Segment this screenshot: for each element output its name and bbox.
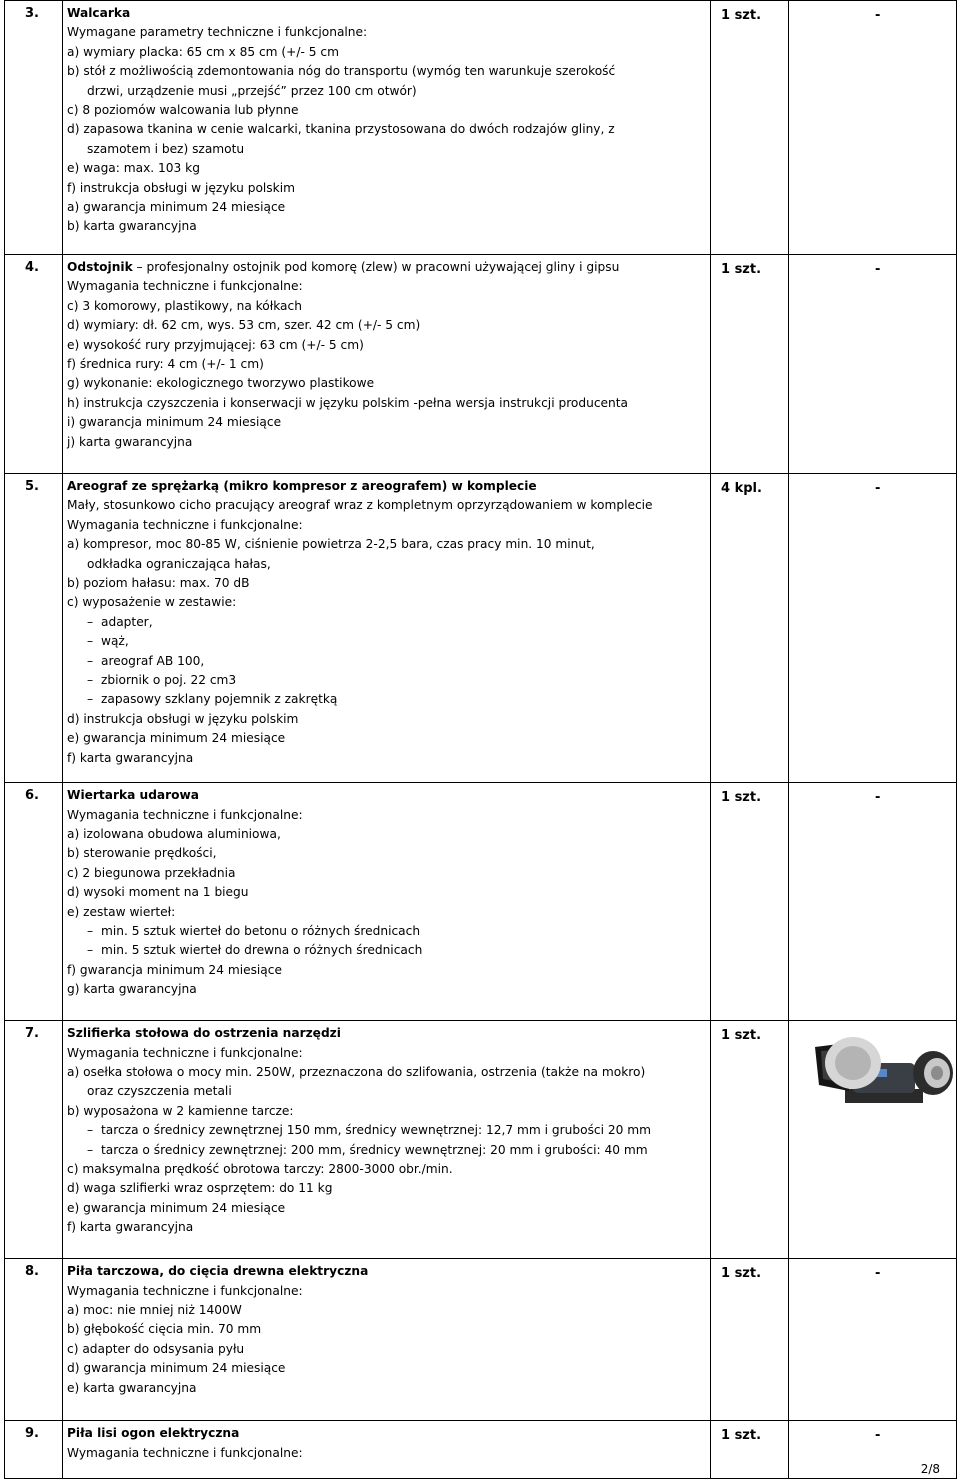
list-item-text: min. 5 sztuk wierteł do betonu o różnych średnicach (101, 923, 421, 938)
spec-line: a) wymiary placka: 65 cm x 85 cm (+/- 5 cm (67, 44, 339, 59)
item-row (5, 1421, 957, 1479)
item-number: 6. (5, 783, 63, 1021)
list-item-text: tarcza o średnicy zewnętrznej: 200 mm, średnicy wewnętrznej: 20 mm i grubości: 40 mm (101, 1142, 648, 1157)
list-item-text: zbiornik o poj. 22 cm3 (101, 673, 237, 688)
spec-line: f) średnica rury: 4 cm (+/- 1 cm) (67, 357, 264, 372)
spec-line: d) zapasowa tkanina w cenie walcarki, tkanina przystosowana do dwóch rodzajów gliny, z (67, 122, 615, 137)
item-description (63, 474, 711, 783)
item-title: Walcarka (67, 6, 131, 20)
spec-line: Wymagania techniczne i funkcjonalne: (67, 517, 303, 532)
item-row (5, 255, 957, 474)
spec-line: c) 2 biegunowa przekładnia (67, 865, 236, 880)
item-description (63, 1, 711, 255)
list-item (67, 632, 704, 651)
item-number: 4. (5, 255, 63, 474)
spec-line: a) kompresor, moc 80-85 W, ciśnienie powietrza 2-2,5 bara, czas pracy min. 10 minut, (67, 537, 595, 552)
spec-line: e) waga: max. 103 kg (67, 161, 200, 176)
list-item-text: min. 5 sztuk wierteł do drewna o różnych średnicach (101, 943, 423, 958)
item-image-cell (789, 1, 957, 255)
dash-bullet-icon: – (87, 1142, 94, 1157)
list-item-text: adapter, (101, 614, 153, 629)
spec-line: Wymagane parametry techniczne i funkcjonalne: (67, 25, 368, 40)
item-number: 9. (5, 1421, 63, 1479)
spec-line: Wymagania techniczne i funkcjonalne: (67, 279, 303, 294)
item-number: 7. (5, 1021, 63, 1259)
spec-line: e) wysokość rury przyjmującej: 63 cm (+/- 5 cm) (67, 337, 364, 352)
spec-line: a) gwarancja minimum 24 miesiące (67, 200, 286, 215)
spec-line: a) izolowana obudowa aluminiowa, (67, 826, 281, 841)
item-row (5, 1, 957, 255)
item-image-cell (789, 1259, 957, 1421)
dash-bullet-icon: – (87, 614, 94, 629)
dash-bullet-icon: – (87, 653, 94, 668)
list-item (67, 922, 704, 941)
bench-grinder-icon (809, 1033, 959, 1108)
list-item-text: tarcza o średnicy zewnętrznej 150 mm, średnicy wewnętrznej: 12,7 mm i grubości 20 mm (101, 1123, 652, 1138)
no-image-mark: - (875, 262, 881, 277)
item-description (63, 1021, 711, 1259)
list-item (67, 671, 704, 690)
spec-line: b) sterowanie prędkości, (67, 846, 217, 861)
spec-line: b) poziom hałasu: max. 70 dB (67, 576, 250, 591)
spec-line: d) wysoki moment na 1 biegu (67, 885, 249, 900)
item-image-cell (789, 474, 957, 783)
item-image-cell (789, 1021, 957, 1259)
item-heading (67, 1024, 704, 1043)
spec-line: f) karta gwarancyjna (67, 750, 194, 765)
spec-line: a) osełka stołowa o mocy min. 250W, przeznaczona do szlifowania, ostrzenia (także na mokro) (67, 1064, 646, 1079)
item-title: Odstojnik (67, 260, 133, 274)
spec-line: Wymagania techniczne i funkcjonalne: (67, 1445, 303, 1460)
list-item (67, 652, 704, 671)
list-item (67, 1121, 704, 1140)
item-image-cell (789, 783, 957, 1021)
no-image-mark: - (875, 790, 881, 806)
spec-line: b) stół z możliwością zdemontowania nóg do transportu (wymóg ten warunkuje szerokość (67, 64, 616, 79)
spec-line: i) gwarancja minimum 24 miesiące (67, 415, 282, 430)
item-title: Areograf ze sprężarką (mikro kompresor z areografem) w komplecie (67, 479, 537, 493)
spec-line: Wymagania techniczne i funkcjonalne: (67, 1045, 303, 1060)
list-item (67, 613, 704, 632)
item-quantity: 1 szt. (711, 1421, 789, 1479)
item-heading (67, 1424, 704, 1443)
item-title: Szlifierka stołowa do ostrzenia narzędzi (67, 1026, 341, 1041)
spec-line: h) instrukcja czyszczenia i konserwacji w języku polskim -pełna wersja instrukcji producenta (67, 395, 629, 410)
spec-line: b) karta gwarancyjna (67, 219, 197, 234)
no-image-mark: - (875, 8, 881, 23)
list-item (67, 941, 704, 960)
spec-line: c) wyposażenie w zestawie: (67, 595, 237, 610)
item-number: 5. (5, 474, 63, 783)
item-description (63, 783, 711, 1021)
spec-line: d) instrukcja obsługi w języku polskim (67, 711, 299, 726)
dash-bullet-icon: – (87, 943, 94, 958)
no-image-mark: - (875, 481, 881, 496)
item-title: Piła tarczowa, do cięcia drewna elektryczna (67, 1264, 369, 1279)
spec-line: f) gwarancja minimum 24 miesiące (67, 962, 282, 977)
list-item (67, 1141, 704, 1160)
spec-line: b) wyposażona w 2 kamienne tarcze: (67, 1103, 294, 1118)
item-quantity: 4 kpl. (711, 474, 789, 783)
spec-line: c) adapter do odsysania pyłu (67, 1341, 245, 1356)
list-item-text: areograf AB 100, (101, 653, 205, 668)
spec-line: c) maksymalna prędkość obrotowa tarczy: 2800-3000 obr./min. (67, 1161, 453, 1176)
spec-line: e) zestaw wierteł: (67, 904, 176, 919)
spec-line: f) karta gwarancyjna (67, 1220, 194, 1235)
spec-line: c) 8 poziomów walcowania lub płynne (67, 103, 299, 118)
item-row (5, 1259, 957, 1421)
spec-line: j) karta gwarancyjna (67, 434, 193, 449)
item-heading (67, 1262, 704, 1281)
item-description (63, 1421, 711, 1479)
dash-bullet-icon: – (87, 923, 94, 938)
spec-line: d) gwarancja minimum 24 miesiące (67, 1361, 286, 1376)
item-heading (67, 4, 704, 23)
spec-line: g) karta gwarancyjna (67, 982, 197, 997)
item-quantity: 1 szt. (711, 1259, 789, 1421)
dash-bullet-icon: – (87, 673, 94, 688)
spec-line: c) 3 komorowy, plastikowy, na kółkach (67, 298, 302, 313)
spec-line: b) głębokość cięcia min. 70 mm (67, 1322, 262, 1337)
item-row (5, 1021, 957, 1259)
item-title: Wiertarka udarowa (67, 788, 200, 803)
list-item (67, 690, 704, 709)
spec-line: d) wymiary: dł. 62 cm, wys. 53 cm, szer. 42 cm (+/- 5 cm) (67, 318, 421, 333)
page-number: 2/8 (920, 1461, 940, 1476)
spec-line: e) gwarancja minimum 24 miesiące (67, 1200, 286, 1215)
no-image-mark: - (875, 1428, 881, 1444)
item-heading (67, 258, 704, 277)
spec-line: Wymagania techniczne i funkcjonalne: (67, 1283, 303, 1298)
no-image-mark: - (875, 1266, 881, 1282)
list-item-text: zapasowy szklany pojemnik z zakrętką (101, 692, 338, 707)
item-image-cell (789, 255, 957, 474)
item-quantity: 1 szt. (711, 1021, 789, 1259)
item-number: 8. (5, 1259, 63, 1421)
item-heading (67, 477, 704, 496)
item-row (5, 474, 957, 783)
spec-line: d) waga szlifierki wraz osprzętem: do 11 kg (67, 1181, 333, 1196)
item-quantity: 1 szt. (711, 255, 789, 474)
item-title-rest: – profesjonalny ostojnik pod komorę (zlew) w pracowni używającej gliny i gipsu (132, 260, 620, 274)
item-quantity: 1 szt. (711, 1, 789, 255)
item-title: Piła lisi ogon elektryczna (67, 1426, 240, 1441)
item-description (63, 255, 711, 474)
spec-line: oraz czyszczenia metali (87, 1084, 232, 1099)
spec-line: g) wykonanie: ekologicznego tworzywo plastikowe (67, 376, 375, 391)
dash-bullet-icon: – (87, 634, 94, 649)
spec-line: f) instrukcja obsługi w języku polskim (67, 180, 295, 195)
item-quantity: 1 szt. (711, 783, 789, 1021)
spec-line: Wymagania techniczne i funkcjonalne: (67, 807, 303, 822)
spec-line: Mały, stosunkowo cicho pracujący areograf wraz z kompletnym oprzyrządowaniem w komplecie (67, 498, 653, 513)
item-description (63, 1259, 711, 1421)
spec-line: drzwi, urządzenie musi „przejść” przez 100 cm otwór) (87, 83, 417, 98)
item-number: 3. (5, 1, 63, 255)
item-heading (67, 786, 704, 805)
dash-bullet-icon: – (87, 692, 94, 707)
spec-line: e) gwarancja minimum 24 miesiące (67, 731, 286, 746)
spec-line: e) karta gwarancyjna (67, 1380, 197, 1395)
list-item-text: wąż, (101, 634, 129, 649)
spec-line: a) moc: nie mniej niż 1400W (67, 1302, 242, 1317)
spec-line: odkładka ograniczająca hałas, (87, 556, 271, 571)
specification-table (4, 0, 957, 1479)
dash-bullet-icon: – (87, 1123, 94, 1138)
spec-line: szamotem i bez) szamotu (87, 141, 245, 156)
item-row (5, 783, 957, 1021)
